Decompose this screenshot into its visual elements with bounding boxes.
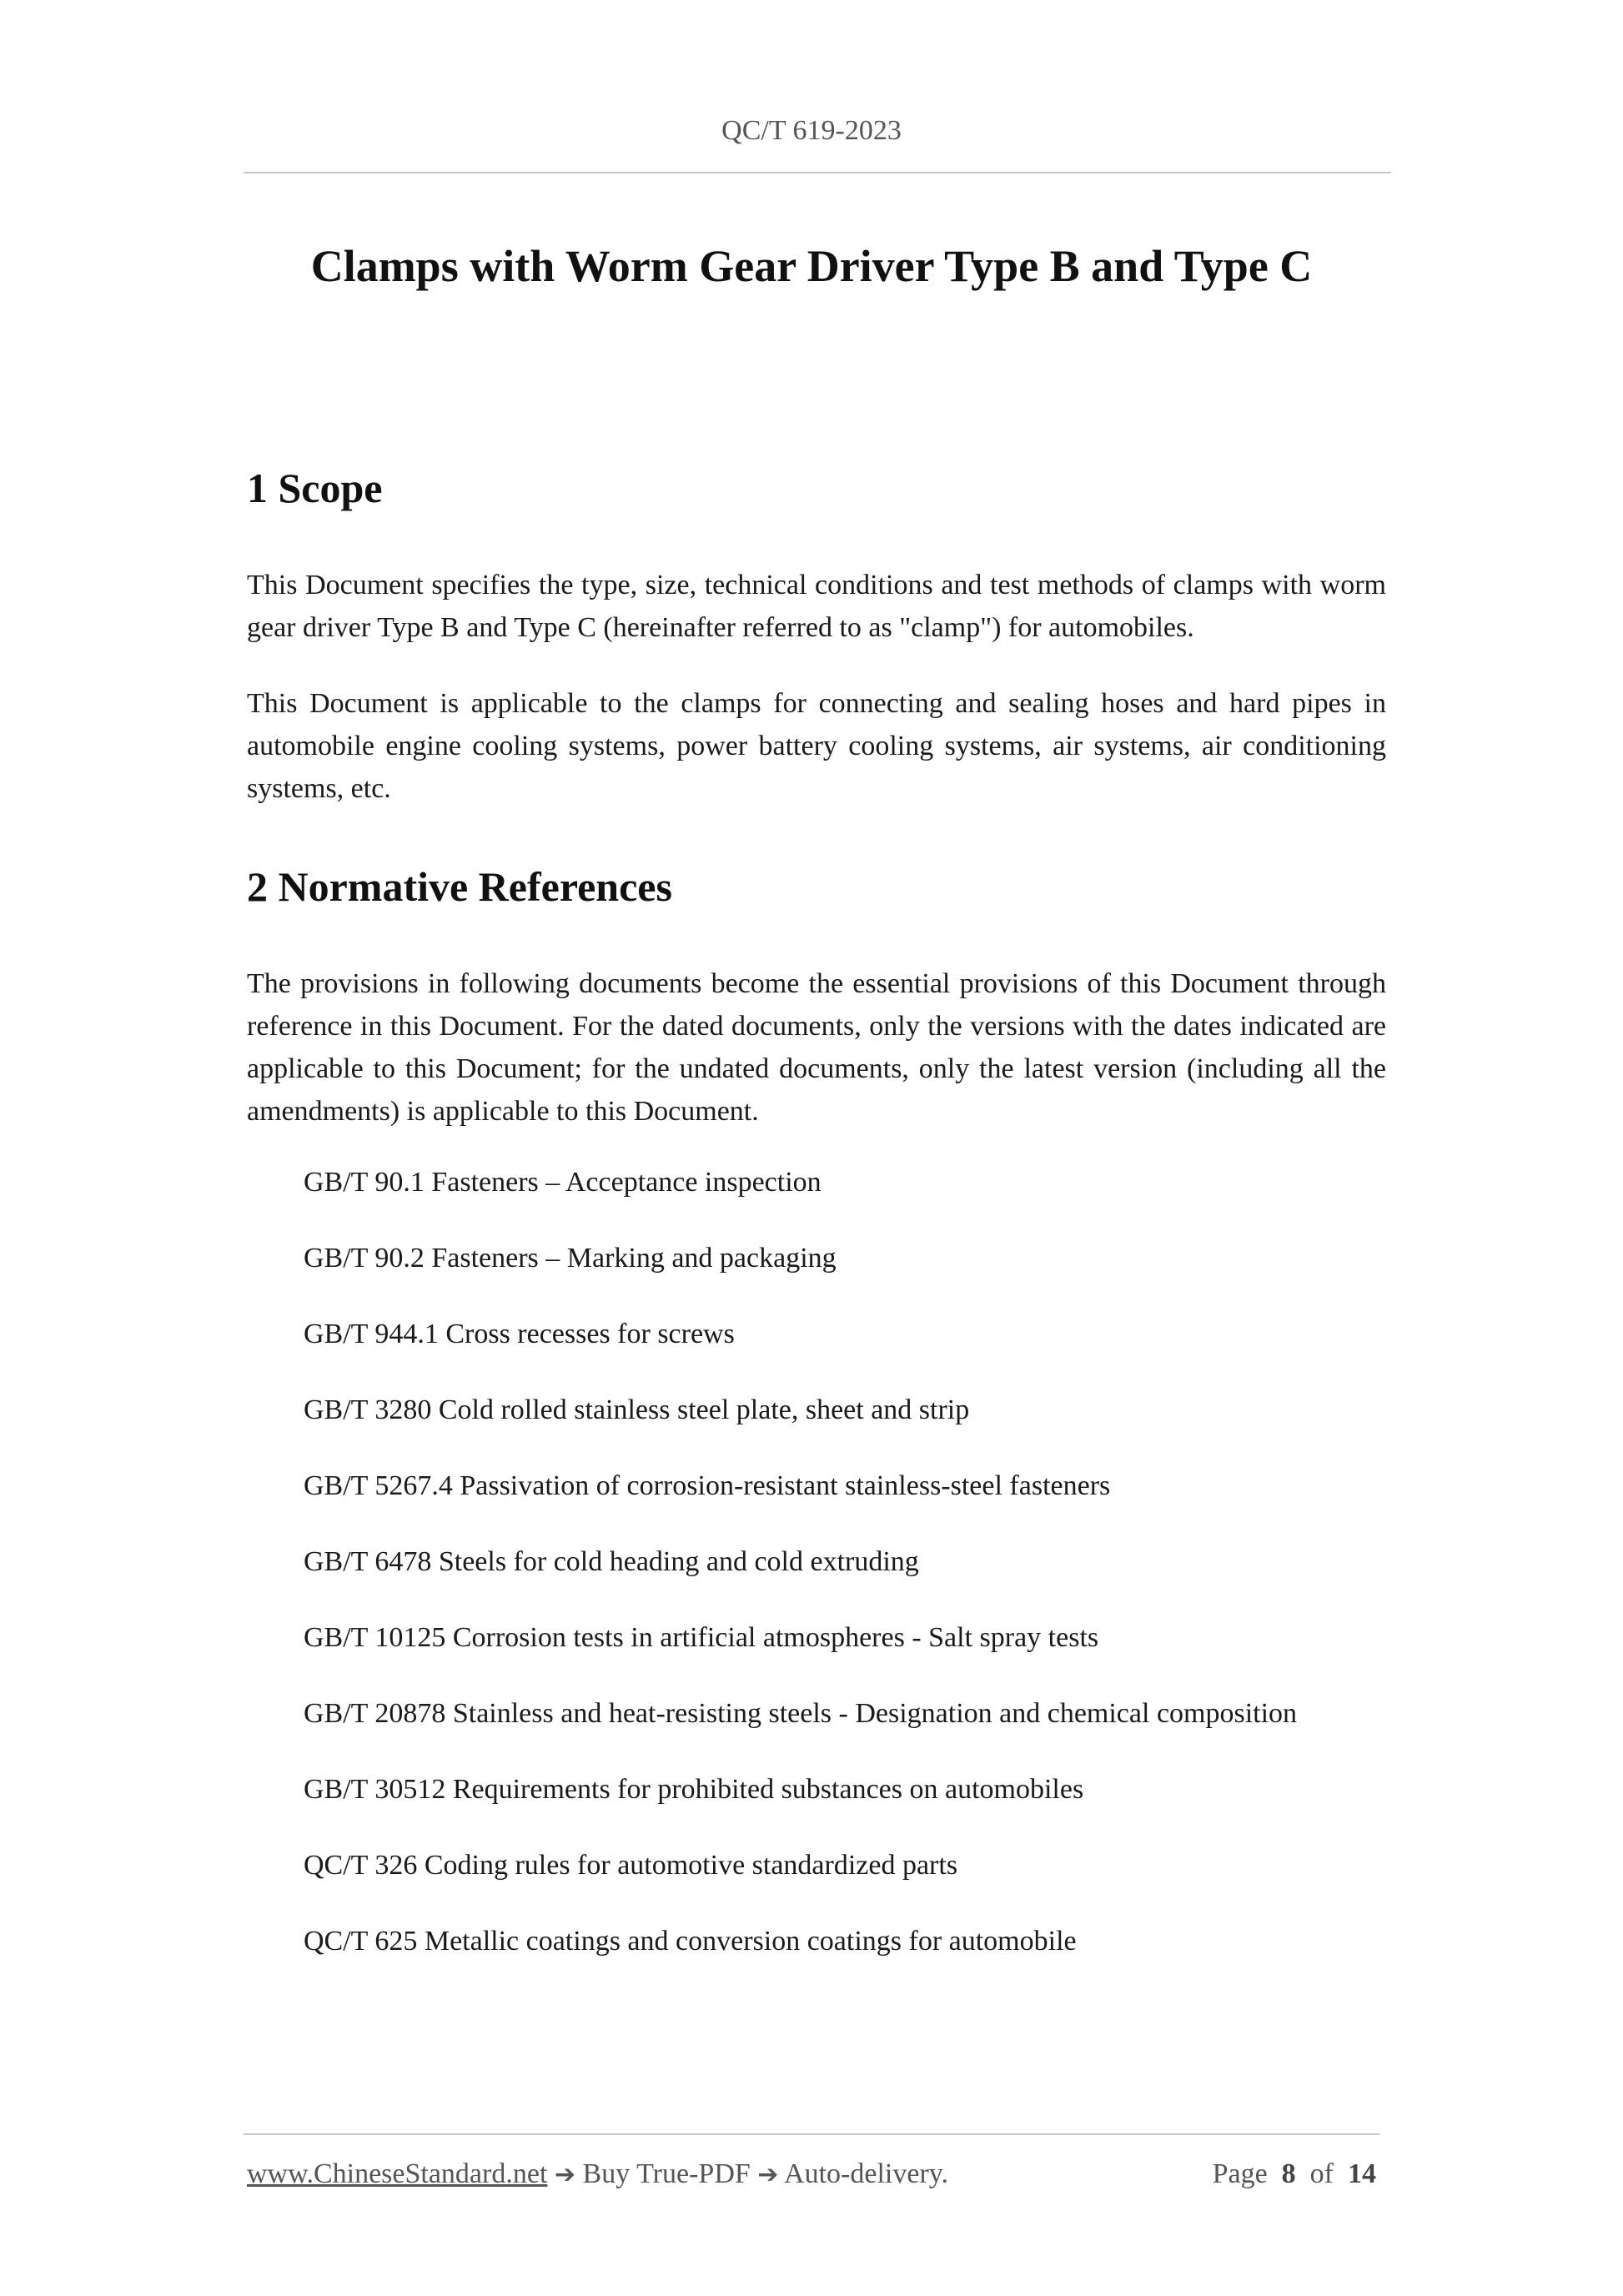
arrow-right-icon: ➔ [554,2160,576,2189]
page-label: Page [1212,2158,1268,2189]
reference-item: GB/T 944.1 Cross recesses for screws [304,1319,735,1349]
reference-item: GB/T 6478 Steels for cold heading and cold extruding [304,1546,919,1577]
reference-item: GB/T 30512 Requirements for prohibited substances on automobiles [304,1774,1084,1805]
reference-item: GB/T 5267.4 Passivation of corrosion-resistant stainless-steel fasteners [304,1470,1111,1501]
document-title: Clamps with Worm Gear Driver Type B and Type C [310,241,1313,291]
footer-divider [244,2133,1379,2135]
header-document-code: QC/T 619-2023 [721,115,902,146]
reference-item: GB/T 10125 Corrosion tests in artificial atmospheres - Salt spray tests [304,1622,1099,1653]
footer-promo [247,2158,948,2190]
reference-item: GB/T 90.2 Fasteners – Marking and packaging [304,1243,837,1274]
buy-true-pdf-text: Buy True-PDF [582,2158,751,2189]
reference-item: GB/T 20878 Stainless and heat-resisting steels - Designation and chemical composition [304,1698,1298,1729]
reference-item: QC/T 625 Metallic coatings and conversion coatings for automobile [304,1926,1077,1957]
page-current-number: 8 [1281,2158,1296,2189]
page-indicator [1213,2158,1376,2190]
arrow-right-icon: ➔ [757,2160,779,2189]
section-heading-normative-references: 2 Normative References [247,863,672,910]
scope-paragraph-1: This Document specifies the type, size, technical conditions and test methods of clamps with worm gear driver Type B and Type C (hereinafter referred to as "clamp") for automobiles. [247,570,1386,643]
reference-list [304,1166,1297,2001]
reference-item: GB/T 90.1 Fasteners – Acceptance inspection [304,1167,822,1198]
reference-item: QC/T 326 Coding rules for automotive standardized parts [304,1850,958,1881]
website-link[interactable]: www.ChineseStandard.net [247,2158,548,2189]
normative-references-paragraph: The provisions in following documents become the essential provisions of this Document through reference in this Document. For the dated documents, only the versions with the dates indicated are applicable to this Document; for the undated documents, only the latest version (including all the amendments) is applicable to this Document. [247,968,1386,1127]
auto-delivery-text: Auto-delivery. [784,2158,949,2189]
reference-item: GB/T 3280 Cold rolled stainless steel plate, sheet and strip [304,1394,970,1425]
page-total-number: 14 [1348,2158,1376,2189]
page-of-label: of [1309,2158,1334,2189]
header-divider [244,172,1391,173]
scope-paragraph-2: This Document is applicable to the clamps for connecting and sealing hoses and hard pipes in automobile engine cooling systems, power battery cooling systems, air systems, air conditioning systems, etc. [247,688,1386,804]
section-heading-scope: 1 Scope [247,465,383,511]
